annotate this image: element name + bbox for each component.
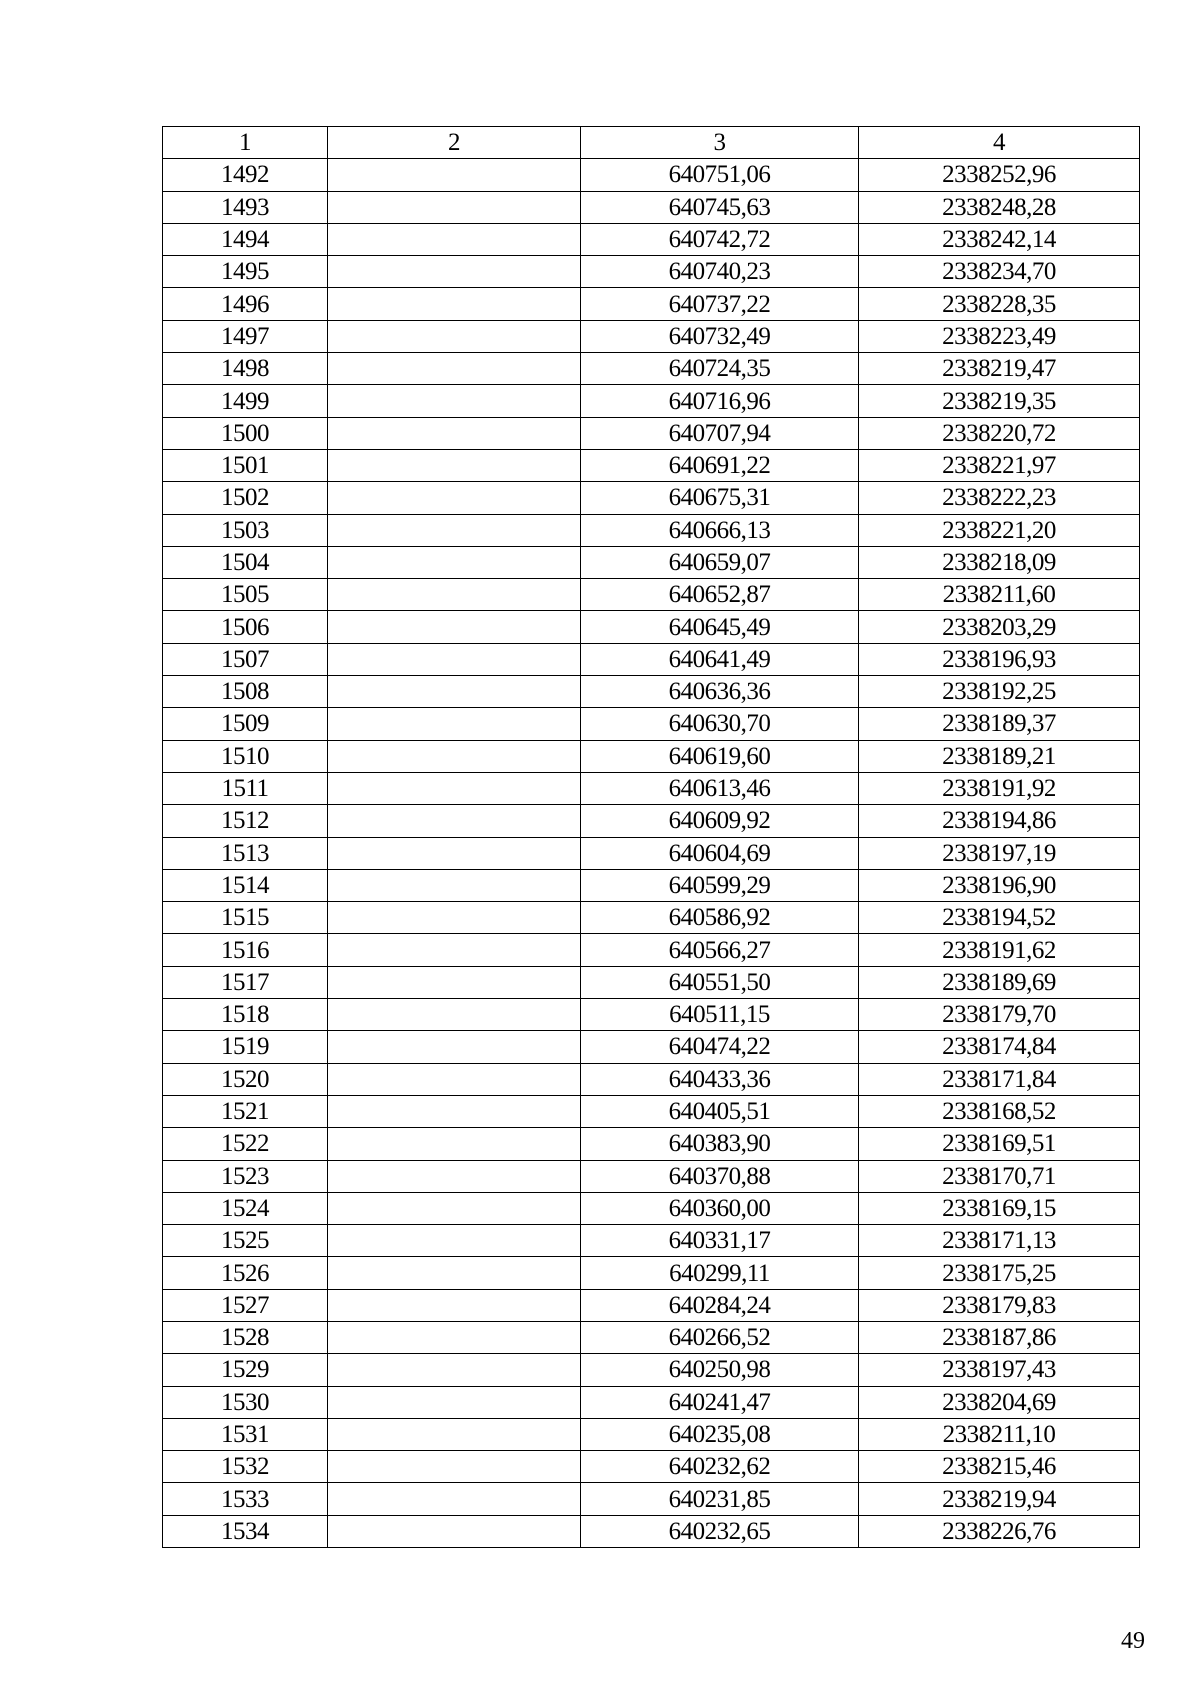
table-row xyxy=(163,643,1140,675)
y-coordinate-cell: 2338215,46 xyxy=(859,1451,1140,1483)
description-cell xyxy=(328,1321,581,1353)
x-coordinate-cell: 640250,98 xyxy=(581,1354,859,1386)
table-row xyxy=(163,1257,1140,1289)
x-coordinate-cell: 640266,52 xyxy=(581,1321,859,1353)
x-coordinate-cell: 640433,36 xyxy=(581,1063,859,1095)
table-row xyxy=(163,288,1140,320)
x-coordinate-cell: 640232,65 xyxy=(581,1515,859,1547)
y-coordinate-cell: 2338252,96 xyxy=(859,159,1140,191)
description-cell xyxy=(328,514,581,546)
description-cell xyxy=(328,579,581,611)
x-coordinate-cell: 640751,06 xyxy=(581,159,859,191)
coordinates-table xyxy=(162,126,1140,1548)
description-cell xyxy=(328,1354,581,1386)
description-cell xyxy=(328,1515,581,1547)
point-number-cell: 1532 xyxy=(163,1451,328,1483)
y-coordinate-cell: 2338204,69 xyxy=(859,1386,1140,1418)
y-coordinate-cell: 2338221,97 xyxy=(859,449,1140,481)
column-header-1: 1 xyxy=(163,127,328,159)
table-row xyxy=(163,1483,1140,1515)
description-cell xyxy=(328,1160,581,1192)
table-row xyxy=(163,353,1140,385)
x-coordinate-cell: 640405,51 xyxy=(581,1095,859,1127)
y-coordinate-cell: 2338222,23 xyxy=(859,482,1140,514)
x-coordinate-cell: 640551,50 xyxy=(581,966,859,998)
x-coordinate-cell: 640370,88 xyxy=(581,1160,859,1192)
table-row xyxy=(163,1354,1140,1386)
description-cell xyxy=(328,546,581,578)
table-row xyxy=(163,708,1140,740)
point-number-cell: 1511 xyxy=(163,772,328,804)
table-row xyxy=(163,1515,1140,1547)
table-row xyxy=(163,1095,1140,1127)
column-header-3: 3 xyxy=(581,127,859,159)
description-cell xyxy=(328,1418,581,1450)
x-coordinate-cell: 640235,08 xyxy=(581,1418,859,1450)
y-coordinate-cell: 2338169,15 xyxy=(859,1192,1140,1224)
x-coordinate-cell: 640641,49 xyxy=(581,643,859,675)
table-row xyxy=(163,1386,1140,1418)
point-number-cell: 1494 xyxy=(163,223,328,255)
point-number-cell: 1501 xyxy=(163,449,328,481)
y-coordinate-cell: 2338211,10 xyxy=(859,1418,1140,1450)
table-row xyxy=(163,223,1140,255)
point-number-cell: 1500 xyxy=(163,417,328,449)
y-coordinate-cell: 2338234,70 xyxy=(859,256,1140,288)
point-number-cell: 1498 xyxy=(163,353,328,385)
x-coordinate-cell: 640630,70 xyxy=(581,708,859,740)
point-number-cell: 1506 xyxy=(163,611,328,643)
x-coordinate-cell: 640652,87 xyxy=(581,579,859,611)
description-cell xyxy=(328,1225,581,1257)
point-number-cell: 1531 xyxy=(163,1418,328,1450)
table-row xyxy=(163,1031,1140,1063)
table-row xyxy=(163,999,1140,1031)
y-coordinate-cell: 2338219,35 xyxy=(859,385,1140,417)
table-row xyxy=(163,1063,1140,1095)
x-coordinate-cell: 640232,62 xyxy=(581,1451,859,1483)
table-row xyxy=(163,805,1140,837)
table-row xyxy=(163,417,1140,449)
x-coordinate-cell: 640474,22 xyxy=(581,1031,859,1063)
table-row xyxy=(163,546,1140,578)
y-coordinate-cell: 2338191,92 xyxy=(859,772,1140,804)
point-number-cell: 1510 xyxy=(163,740,328,772)
point-number-cell: 1504 xyxy=(163,546,328,578)
x-coordinate-cell: 640659,07 xyxy=(581,546,859,578)
y-coordinate-cell: 2338171,84 xyxy=(859,1063,1140,1095)
point-number-cell: 1525 xyxy=(163,1225,328,1257)
description-cell xyxy=(328,256,581,288)
table-row xyxy=(163,611,1140,643)
y-coordinate-cell: 2338179,70 xyxy=(859,999,1140,1031)
point-number-cell: 1514 xyxy=(163,869,328,901)
x-coordinate-cell: 640604,69 xyxy=(581,837,859,869)
y-coordinate-cell: 2338196,93 xyxy=(859,643,1140,675)
x-coordinate-cell: 640636,36 xyxy=(581,676,859,708)
point-number-cell: 1509 xyxy=(163,708,328,740)
description-cell xyxy=(328,449,581,481)
point-number-cell: 1508 xyxy=(163,676,328,708)
description-cell xyxy=(328,1192,581,1224)
point-number-cell: 1529 xyxy=(163,1354,328,1386)
x-coordinate-cell: 640691,22 xyxy=(581,449,859,481)
y-coordinate-cell: 2338189,37 xyxy=(859,708,1140,740)
x-coordinate-cell: 640241,47 xyxy=(581,1386,859,1418)
x-coordinate-cell: 640609,92 xyxy=(581,805,859,837)
table-row xyxy=(163,1192,1140,1224)
description-cell xyxy=(328,1289,581,1321)
x-coordinate-cell: 640724,35 xyxy=(581,353,859,385)
x-coordinate-cell: 640716,96 xyxy=(581,385,859,417)
y-coordinate-cell: 2338175,25 xyxy=(859,1257,1140,1289)
description-cell xyxy=(328,1451,581,1483)
point-number-cell: 1507 xyxy=(163,643,328,675)
point-number-cell: 1534 xyxy=(163,1515,328,1547)
point-number-cell: 1515 xyxy=(163,902,328,934)
table-row xyxy=(163,159,1140,191)
x-coordinate-cell: 640231,85 xyxy=(581,1483,859,1515)
point-number-cell: 1496 xyxy=(163,288,328,320)
description-cell xyxy=(328,999,581,1031)
table-row xyxy=(163,966,1140,998)
description-cell xyxy=(328,353,581,385)
x-coordinate-cell: 640586,92 xyxy=(581,902,859,934)
description-cell xyxy=(328,159,581,191)
table-row xyxy=(163,740,1140,772)
point-number-cell: 1530 xyxy=(163,1386,328,1418)
y-coordinate-cell: 2338189,21 xyxy=(859,740,1140,772)
x-coordinate-cell: 640360,00 xyxy=(581,1192,859,1224)
table-header-row xyxy=(163,127,1140,159)
table-row xyxy=(163,1160,1140,1192)
y-coordinate-cell: 2338228,35 xyxy=(859,288,1140,320)
y-coordinate-cell: 2338219,94 xyxy=(859,1483,1140,1515)
point-number-cell: 1492 xyxy=(163,159,328,191)
point-number-cell: 1505 xyxy=(163,579,328,611)
description-cell xyxy=(328,223,581,255)
description-cell xyxy=(328,740,581,772)
table-row xyxy=(163,256,1140,288)
point-number-cell: 1497 xyxy=(163,320,328,352)
x-coordinate-cell: 640284,24 xyxy=(581,1289,859,1321)
table-row xyxy=(163,482,1140,514)
table-row xyxy=(163,320,1140,352)
table-row xyxy=(163,1128,1140,1160)
description-cell xyxy=(328,772,581,804)
description-cell xyxy=(328,1031,581,1063)
description-cell xyxy=(328,869,581,901)
point-number-cell: 1518 xyxy=(163,999,328,1031)
point-number-cell: 1522 xyxy=(163,1128,328,1160)
y-coordinate-cell: 2338168,52 xyxy=(859,1095,1140,1127)
x-coordinate-cell: 640383,90 xyxy=(581,1128,859,1160)
description-cell xyxy=(328,320,581,352)
point-number-cell: 1493 xyxy=(163,191,328,223)
x-coordinate-cell: 640599,29 xyxy=(581,869,859,901)
point-number-cell: 1528 xyxy=(163,1321,328,1353)
x-coordinate-cell: 640511,15 xyxy=(581,999,859,1031)
point-number-cell: 1502 xyxy=(163,482,328,514)
y-coordinate-cell: 2338203,29 xyxy=(859,611,1140,643)
x-coordinate-cell: 640732,49 xyxy=(581,320,859,352)
y-coordinate-cell: 2338220,72 xyxy=(859,417,1140,449)
description-cell xyxy=(328,417,581,449)
y-coordinate-cell: 2338242,14 xyxy=(859,223,1140,255)
y-coordinate-cell: 2338189,69 xyxy=(859,966,1140,998)
description-cell xyxy=(328,1128,581,1160)
table-row xyxy=(163,1225,1140,1257)
y-coordinate-cell: 2338197,43 xyxy=(859,1354,1140,1386)
description-cell xyxy=(328,805,581,837)
y-coordinate-cell: 2338191,62 xyxy=(859,934,1140,966)
x-coordinate-cell: 640745,63 xyxy=(581,191,859,223)
x-coordinate-cell: 640299,11 xyxy=(581,1257,859,1289)
table-row xyxy=(163,902,1140,934)
description-cell xyxy=(328,288,581,320)
description-cell xyxy=(328,191,581,223)
table-row xyxy=(163,934,1140,966)
y-coordinate-cell: 2338179,83 xyxy=(859,1289,1140,1321)
page-number: 49 xyxy=(1121,1628,1145,1654)
x-coordinate-cell: 640740,23 xyxy=(581,256,859,288)
point-number-cell: 1526 xyxy=(163,1257,328,1289)
y-coordinate-cell: 2338197,19 xyxy=(859,837,1140,869)
point-number-cell: 1519 xyxy=(163,1031,328,1063)
y-coordinate-cell: 2338221,20 xyxy=(859,514,1140,546)
description-cell xyxy=(328,611,581,643)
y-coordinate-cell: 2338171,13 xyxy=(859,1225,1140,1257)
description-cell xyxy=(328,837,581,869)
table-body xyxy=(163,159,1140,1548)
x-coordinate-cell: 640619,60 xyxy=(581,740,859,772)
x-coordinate-cell: 640666,13 xyxy=(581,514,859,546)
table-row xyxy=(163,514,1140,546)
x-coordinate-cell: 640613,46 xyxy=(581,772,859,804)
y-coordinate-cell: 2338219,47 xyxy=(859,353,1140,385)
x-coordinate-cell: 640331,17 xyxy=(581,1225,859,1257)
x-coordinate-cell: 640566,27 xyxy=(581,934,859,966)
point-number-cell: 1523 xyxy=(163,1160,328,1192)
y-coordinate-cell: 2338223,49 xyxy=(859,320,1140,352)
table-row xyxy=(163,1418,1140,1450)
y-coordinate-cell: 2338170,71 xyxy=(859,1160,1140,1192)
description-cell xyxy=(328,966,581,998)
description-cell xyxy=(328,1063,581,1095)
point-number-cell: 1527 xyxy=(163,1289,328,1321)
point-number-cell: 1524 xyxy=(163,1192,328,1224)
table-row xyxy=(163,1289,1140,1321)
table-row xyxy=(163,1451,1140,1483)
table-row xyxy=(163,579,1140,611)
point-number-cell: 1521 xyxy=(163,1095,328,1127)
point-number-cell: 1499 xyxy=(163,385,328,417)
table-row xyxy=(163,385,1140,417)
point-number-cell: 1517 xyxy=(163,966,328,998)
description-cell xyxy=(328,482,581,514)
point-number-cell: 1495 xyxy=(163,256,328,288)
table-row xyxy=(163,1321,1140,1353)
x-coordinate-cell: 640737,22 xyxy=(581,288,859,320)
y-coordinate-cell: 2338196,90 xyxy=(859,869,1140,901)
y-coordinate-cell: 2338192,25 xyxy=(859,676,1140,708)
x-coordinate-cell: 640742,72 xyxy=(581,223,859,255)
table-row xyxy=(163,449,1140,481)
table-row xyxy=(163,869,1140,901)
description-cell xyxy=(328,708,581,740)
point-number-cell: 1520 xyxy=(163,1063,328,1095)
y-coordinate-cell: 2338194,86 xyxy=(859,805,1140,837)
description-cell xyxy=(328,934,581,966)
point-number-cell: 1503 xyxy=(163,514,328,546)
column-header-2: 2 xyxy=(328,127,581,159)
x-coordinate-cell: 640675,31 xyxy=(581,482,859,514)
description-cell xyxy=(328,1483,581,1515)
x-coordinate-cell: 640645,49 xyxy=(581,611,859,643)
description-cell xyxy=(328,643,581,675)
table-row xyxy=(163,676,1140,708)
table-row xyxy=(163,772,1140,804)
column-header-4: 4 xyxy=(859,127,1140,159)
point-number-cell: 1513 xyxy=(163,837,328,869)
description-cell xyxy=(328,385,581,417)
point-number-cell: 1512 xyxy=(163,805,328,837)
description-cell xyxy=(328,902,581,934)
y-coordinate-cell: 2338169,51 xyxy=(859,1128,1140,1160)
description-cell xyxy=(328,676,581,708)
point-number-cell: 1516 xyxy=(163,934,328,966)
table-row xyxy=(163,191,1140,223)
y-coordinate-cell: 2338248,28 xyxy=(859,191,1140,223)
description-cell xyxy=(328,1257,581,1289)
point-number-cell: 1533 xyxy=(163,1483,328,1515)
table-row xyxy=(163,837,1140,869)
description-cell xyxy=(328,1095,581,1127)
y-coordinate-cell: 2338211,60 xyxy=(859,579,1140,611)
y-coordinate-cell: 2338194,52 xyxy=(859,902,1140,934)
y-coordinate-cell: 2338187,86 xyxy=(859,1321,1140,1353)
x-coordinate-cell: 640707,94 xyxy=(581,417,859,449)
y-coordinate-cell: 2338226,76 xyxy=(859,1515,1140,1547)
description-cell xyxy=(328,1386,581,1418)
y-coordinate-cell: 2338218,09 xyxy=(859,546,1140,578)
y-coordinate-cell: 2338174,84 xyxy=(859,1031,1140,1063)
